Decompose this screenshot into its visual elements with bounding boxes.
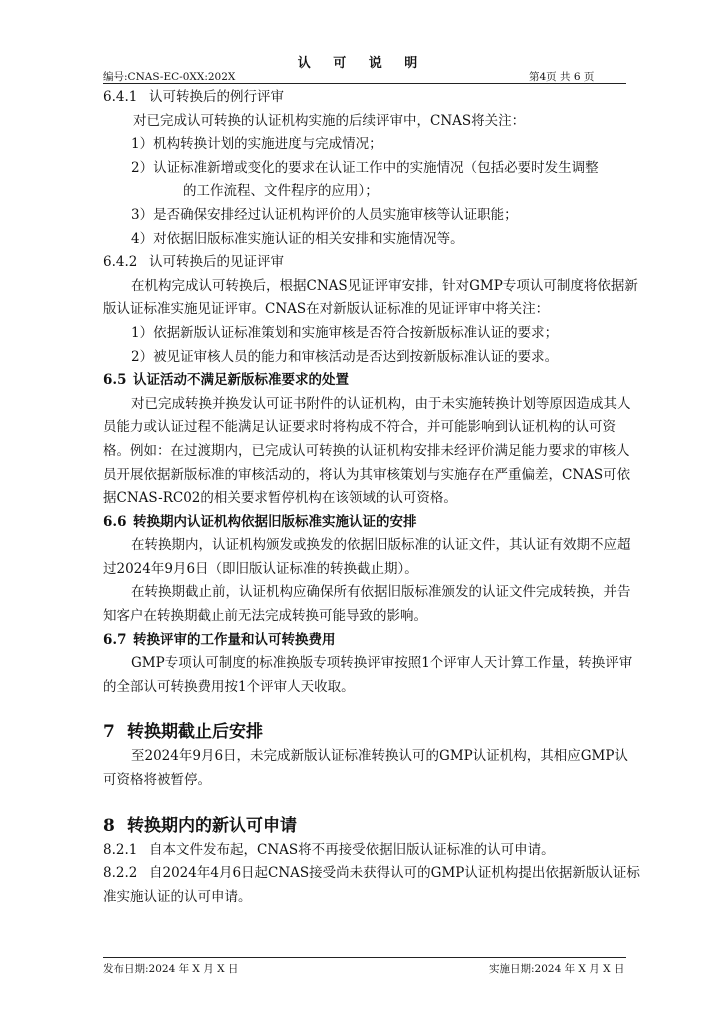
list-item: 1）依据新版认证标准策划和实施审核是否符合按新版标准认证的要求； xyxy=(131,324,559,341)
clause-8-2-2 xyxy=(103,862,640,909)
chapter-number: 8 xyxy=(103,815,115,836)
document-title: 认 可 说 明 xyxy=(297,56,427,71)
section-number: 6.5 xyxy=(103,372,127,389)
section-title: 认证活动不满足新版标准要求的处置 xyxy=(133,372,349,389)
section-heading-6-4-1 xyxy=(103,86,640,110)
issue-date: 发布日期:2024 年 X 月 X 日 xyxy=(103,963,239,975)
paragraph: 至2024年9月6日，未完成新版认证标准转换认可的GMP认证机构，其相应GMP认可资格将被暂停。 xyxy=(103,748,628,789)
section-heading-6-7 xyxy=(103,629,640,653)
footer-rule xyxy=(103,957,626,958)
chapter-title: 转换期内的新认可申请 xyxy=(127,815,297,836)
paragraph: 在机构完成认可转换后，根据CNAS见证评审安排，针对GMP专项认可制度将依据新版认证标准实施见证评审。CNAS在对新版认证标准的见证评审中将关注： xyxy=(103,277,638,318)
list-item: 3）是否确保安排经过认证机构评价的人员实施审核等认证职能； xyxy=(131,206,518,223)
document-body xyxy=(103,86,640,909)
page-info: 第4页 共 6 页 xyxy=(529,71,595,83)
clause-8-2-1 xyxy=(103,839,640,863)
section-title: 认可转换后的见证评审 xyxy=(149,254,284,271)
list-item: 2）被见证审核人员的能力和审核活动是否达到按新版标准认证的要求。 xyxy=(131,348,559,365)
section-title: 转换评审的工作量和认可转换费用 xyxy=(133,631,336,648)
clause-number: 8.2.1 xyxy=(103,841,138,858)
section-heading-6-5 xyxy=(103,369,640,393)
chapter-title: 转换期截止后安排 xyxy=(127,722,263,743)
section-heading-6-4-2 xyxy=(103,251,640,275)
section-number: 6.7 xyxy=(103,631,127,648)
paragraph: 在转换期截止前，认证机构应确保所有依据旧版标准颁发的认证文件完成转换，并告知客户在转换期截止前无法完成转换可能导致的影响。 xyxy=(103,584,631,625)
effective-date: 实施日期:2024 年 X 月 X 日 xyxy=(489,963,625,975)
paragraph: 在转换期内，认证机构颁发或换发的依据旧版标准的认证文件，其认证有效期不应超过2024年9月6日（即旧版认证标准的转换截止期）。 xyxy=(103,537,631,577)
list-item: 4）对依据旧版标准实施认证的相关安排和实施情况等。 xyxy=(131,230,464,247)
chapter-heading-8 xyxy=(103,813,640,839)
section-title: 转换期内认证机构依据旧版标准实施认证的安排 xyxy=(133,513,417,530)
section-number: 6.4.2 xyxy=(103,254,138,271)
chapter-number: 7 xyxy=(103,722,115,743)
clause-text: 自2024年4月6日起CNAS接受尚未获得认可的GMP认证机构提出依据新版认证标准实施认证的认可申请。 xyxy=(103,865,640,905)
list-item: 1）机构转换计划的实施进度与完成情况； xyxy=(131,136,383,153)
paragraph: 对已完成认可转换的认证机构实施的后续评审中，CNAS将关注： xyxy=(133,112,526,129)
clause-text: 自本文件发布起，CNAS将不再接受依据旧版认证标准的认可申请。 xyxy=(149,841,555,858)
paragraph: 对已完成转换并换发认可证书附件的认证机构，由于未实施转换计划等原因造成其人员能力或认证过程不能满足认证要求时将构成不符合，并可能影响到认证机构的认可资格。例如：在过渡期内，已完成认可转换的认证机构安排未经评价满足能力要求的审核人员开展依据新版标准的审核活动的，将认为其审核策划与实施存在严重偏差，CNAS可依据CNAS-RC02的相关要求暂停机构在该领域的认可资格。 xyxy=(103,395,631,507)
paragraph: GMP专项认可制度的标准换版专项转换评审按照1个评审人天计算工作量，转换评审的全部认可转换费用按1个评审人天收取。 xyxy=(103,655,633,695)
section-number: 6.6 xyxy=(103,513,127,530)
section-number: 6.4.1 xyxy=(103,89,138,105)
header-rule xyxy=(103,83,626,84)
list-item-continuation: 的工作流程、文件程序的应用）； xyxy=(183,183,379,200)
section-title: 认可转换后的例行评审 xyxy=(149,89,284,105)
list-item: 2）认证标准新增或变化的要求在认证工作中的实施情况（包括必要时发生调整 xyxy=(131,159,599,176)
document-number: 编号:CNAS-EC-0XX:202X xyxy=(103,71,236,83)
section-heading-6-6 xyxy=(103,511,640,535)
chapter-heading-7 xyxy=(103,719,640,745)
clause-number: 8.2.2 xyxy=(103,865,138,882)
